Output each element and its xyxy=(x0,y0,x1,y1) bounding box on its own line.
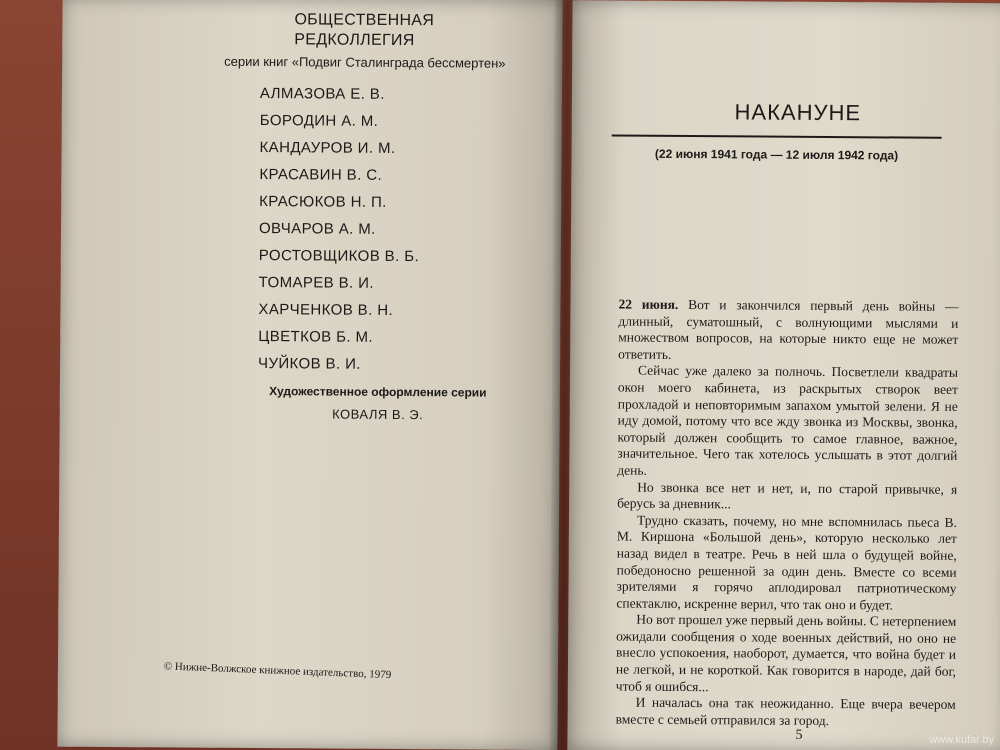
board-member: ЧУЙКОВ В. И. xyxy=(258,355,361,373)
board-member: КРАСЮКОВ Н. П. xyxy=(259,193,387,211)
page-number: 5 xyxy=(795,727,803,743)
board-member: РОСТОВЩИКОВ В. Б. xyxy=(258,247,420,266)
watermark: www.kufar.by xyxy=(929,734,994,746)
board-member-list xyxy=(258,80,420,378)
board-member: ХАРЧЕНКОВ В. Н. xyxy=(258,301,394,319)
chapter-title: НАКАНУНЕ xyxy=(734,99,862,126)
board-member: КАНДАУРОВ И. М. xyxy=(259,139,396,157)
right-page xyxy=(567,0,1000,750)
open-book xyxy=(37,0,1000,750)
chapter-dates: (22 июня 1941 года — 12 июля 1942 года) xyxy=(654,146,899,163)
board-member: АЛМАЗОВА Е. В. xyxy=(259,85,385,103)
paragraph: Но звонка все нет и нет, и, по старой привычке, я берусь за дневник... xyxy=(617,479,958,512)
design-credit-label: Художественное оформление серии xyxy=(269,384,487,400)
paragraph-text: Вот и закончился первый день войны — длинный, суматошный, с волнующими мыслями и множеством вопросов, на которые никто еще не может ответить. xyxy=(618,296,959,362)
paragraph xyxy=(618,297,958,366)
paragraph: Трудно сказать, почему, но мне вспомнилась пьеса В. М. Киршона «Большой день», которую несколько лет назад видел в театре. Речь в ней шла о будущей войне, победоносно решенной за один день. Вместе со всеми зрителями я горячо аплодировал патриотическому спектаклю, искренне верил, что так оно и будет. xyxy=(616,512,958,613)
board-member: КРАСАВИН В. С. xyxy=(259,166,383,184)
board-member: ТОМАРЕВ В. И. xyxy=(258,274,375,292)
board-member: БОРОДИН А. М. xyxy=(259,112,379,130)
board-member: ЦВЕТКОВ Б. М. xyxy=(258,328,374,346)
paragraph: И началась она так неожиданно. Еще вчера вечером вместе с семьей отправился за город. xyxy=(615,694,956,728)
chapter-rule xyxy=(612,134,942,138)
copyright-line: © Нижне-Волжское книжное издательство, 1979 xyxy=(163,660,392,682)
diary-date: 22 июня. xyxy=(618,296,679,312)
board-heading-line1: ОБЩЕСТВЕННАЯ xyxy=(294,11,435,30)
series-title: серии книг «Подвиг Сталинграда бессмертен» xyxy=(224,53,506,71)
board-heading-line2: РЕДКОЛЛЕГИЯ xyxy=(294,31,415,50)
board-heading xyxy=(294,10,494,51)
left-page xyxy=(57,0,562,750)
paragraph: Сейчас уже далеко за полночь. Посветлели квадраты окон моего кабинета, из раскрытых створок веет прохладой и неповторимым запахом умытой зелени. Я не иду домой, потому что все жду звонка из Москвы, звонка, который должен сообщить то самое главное, важное, значительное. Чего так хотелось услышать в этот долгий день. xyxy=(617,363,959,478)
board-member: ОВЧАРОВ А. М. xyxy=(258,220,376,238)
paragraph: Но вот прошел уже первый день войны. С нетерпением ожидали сообщения о ходе военных действий, но оно не внесло успокоения, наоборот, думается, что война будет и не легкой, и не короткой. Как говорится в народе, дай бог, чтоб я ошибся... xyxy=(615,611,957,694)
diary-text xyxy=(616,297,959,731)
design-credit-name: КОВАЛЯ В. Э. xyxy=(332,406,424,423)
